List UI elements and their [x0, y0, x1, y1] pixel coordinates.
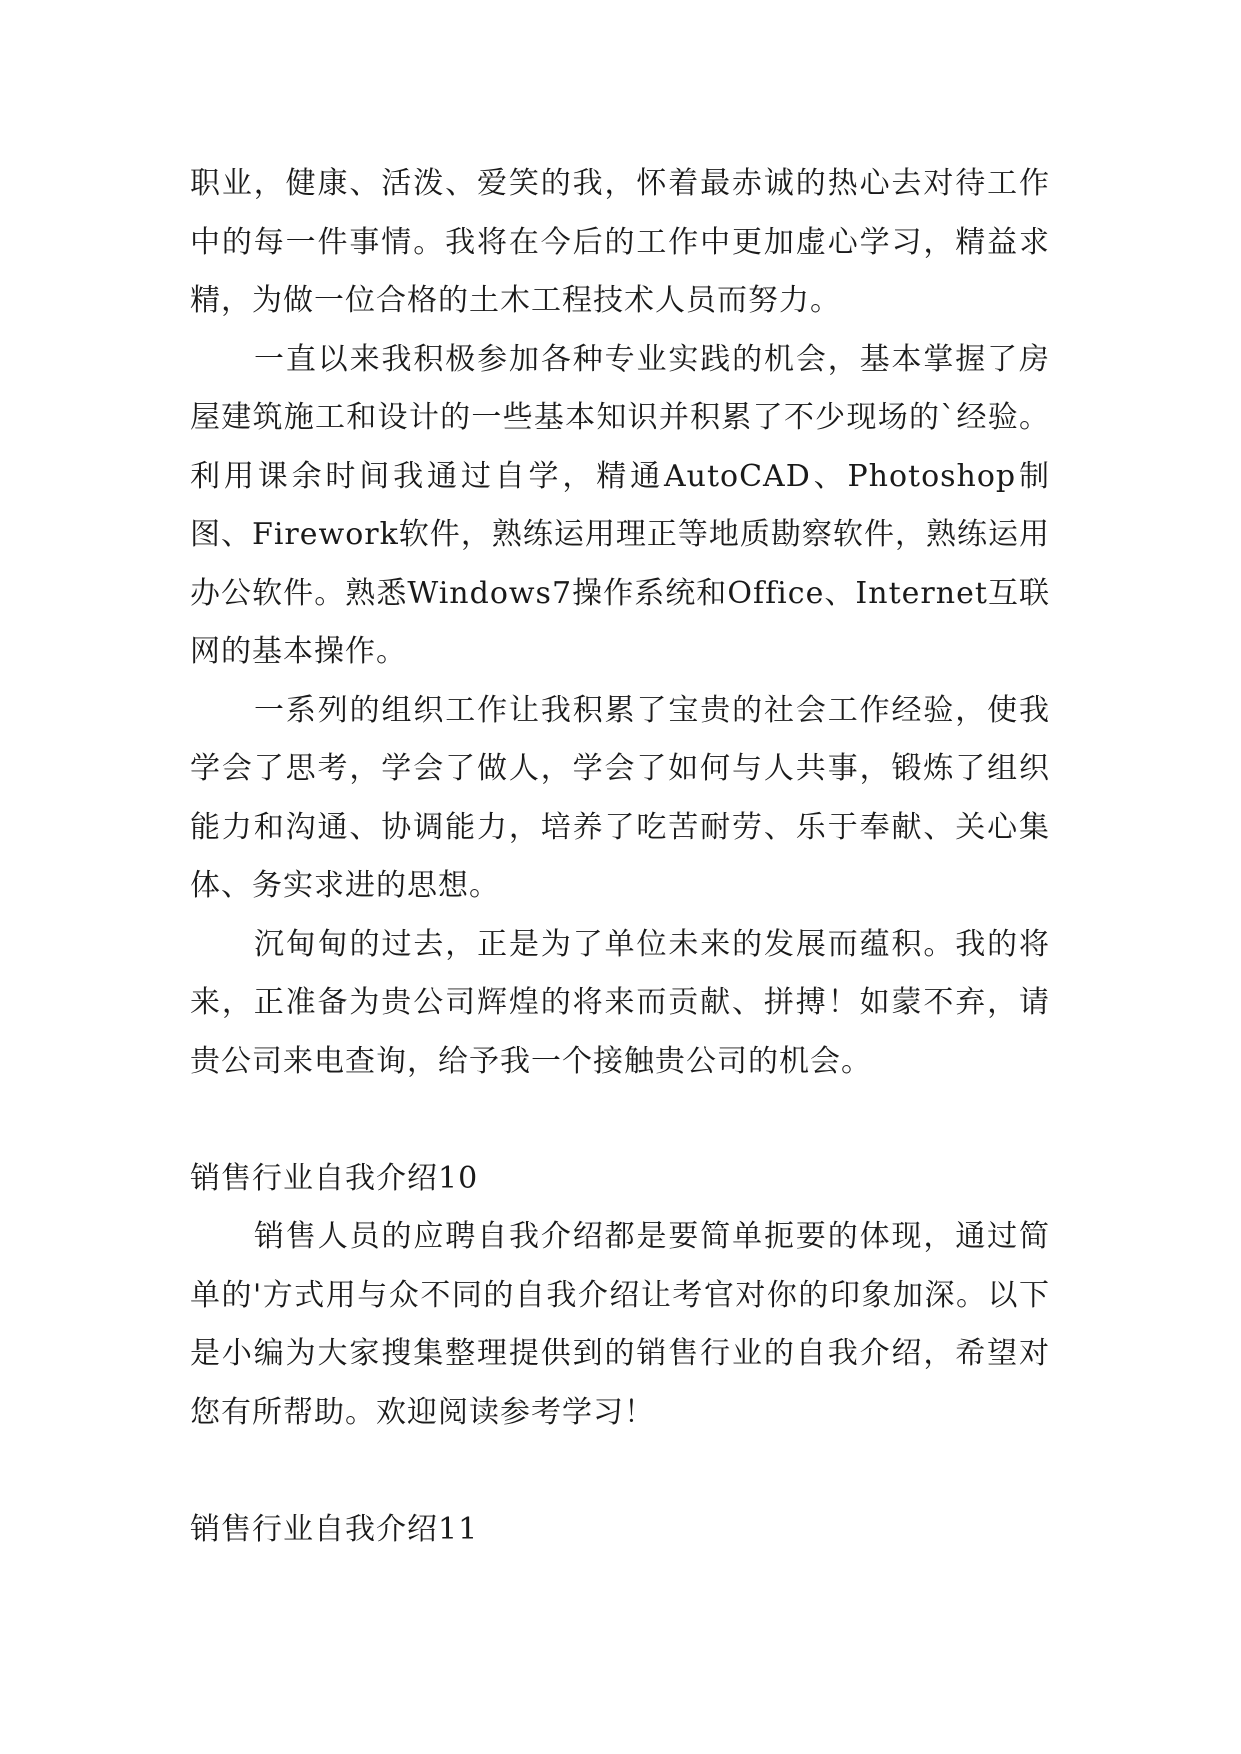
section-spacer: [190, 1091, 1050, 1150]
paragraph-organization-experience: 一系列的组织工作让我积累了宝贵的社会工作经验，使我学会了思考，学会了做人，学会了如何与人共事，锻炼了组织能力和沟通、协调能力，培养了吃苦耐劳、乐于奉献、关心集体、务实求进的思想。: [190, 692, 1050, 903]
paragraph-career-intro: 职业，健康、活泼、爱笑的我，怀着最赤诚的热心去对待工作中的每一件事情。我将在今后的工作中更加虚心学习，精益求精，为做一位合格的土木工程技术人员而努力。: [190, 166, 1050, 318]
paragraph-skills: 一直以来我积极参加各种专业实践的机会，基本掌握了房屋建筑施工和设计的一些基本知识并积累了不少现场的`经验。利用课余时间我通过自学，精通AutoCAD、Photoshop制图、Firework软件，熟练运用理正等地质勘察软件，熟练运用办公软件。熟悉Windows7操作系统和Office、Internet互联网的基本操作。: [190, 341, 1050, 669]
section-spacer: [190, 1442, 1050, 1501]
section-heading-11: 销售行业自我介绍11: [190, 1511, 479, 1547]
document-body: [190, 155, 1050, 1559]
section-heading-10: 销售行业自我介绍10: [190, 1160, 479, 1196]
paragraph-sales-intro: 销售人员的应聘自我介绍都是要简单扼要的体现，通过简单的'方式用与众不同的自我介绍让考官对你的印象加深。以下是小编为大家搜集整理提供到的销售行业的自我介绍，希望对您有所帮助。欢迎阅读参考学习！: [190, 1219, 1050, 1430]
paragraph-closing: 沉甸甸的过去，正是为了单位未来的发展而蕴积。我的将来，正准备为贵公司辉煌的将来而贡献、拼搏！如蒙不弃，请贵公司来电查询，给予我一个接触贵公司的机会。: [190, 926, 1050, 1079]
